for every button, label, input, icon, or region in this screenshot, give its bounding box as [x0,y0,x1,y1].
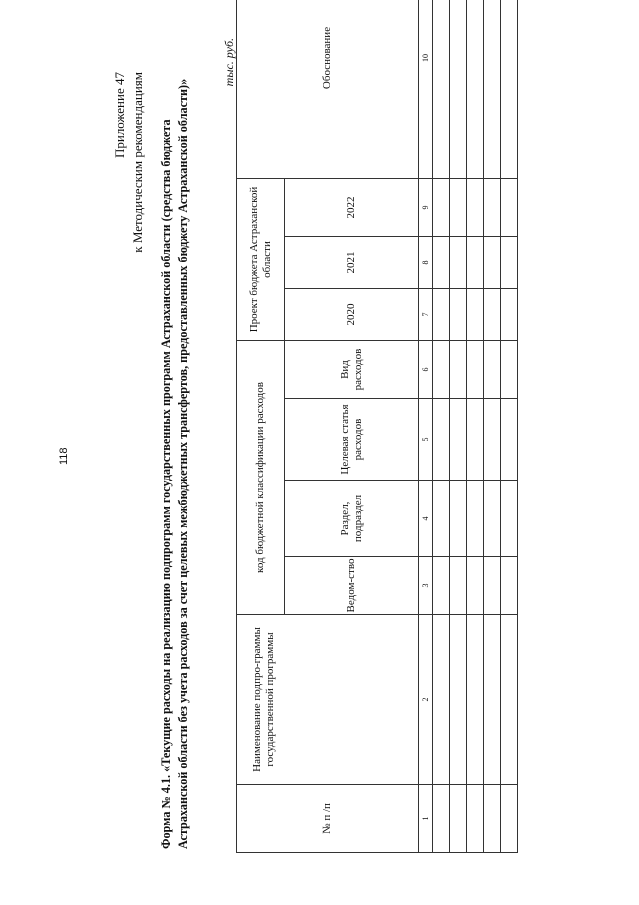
col-number: 4 [419,481,433,557]
table-row [501,0,518,853]
appendix-line-2: к Методическим рекомендациям [130,72,145,253]
col-number: 8 [419,237,433,289]
table-row [484,0,501,853]
header-year-2: 2021 [285,237,419,289]
header-budget-group: Проект бюджета Астраханской области [237,179,285,341]
form-title: Форма № 4.1. «Текущие расходы на реализацию подпрограмм государственных программ Астраханской области (средства бюджета Астраханской области без учета расходов за счет целевых межбюджетных трансфертов, предоставленных бюджету Астраханской области)» [159,78,190,849]
header-section: Раздел, подраздел [285,481,419,557]
header-target: Целевая статья расходов [285,399,419,481]
col-number: 9 [419,179,433,237]
header-year-3: 2022 [285,179,419,237]
table-row [433,0,450,853]
col-number: 2 [419,615,433,785]
page-number: 118 [58,447,70,465]
col-number: 10 [419,0,433,179]
table-row [467,0,484,853]
header-basis: Обоснование [237,0,419,179]
col-number: 1 [419,785,433,853]
form-table [236,0,518,853]
column-numbers-row [419,0,433,853]
table-row [450,0,467,853]
header-name: Наименование подпро-граммы государственной программы [237,615,419,785]
appendix-line-1: Приложение 47 [112,72,127,159]
unit-label: тыс. руб. [222,38,236,87]
header-code-group: код бюджетной классификации расходов [237,341,285,615]
col-number: 5 [419,399,433,481]
col-number: 6 [419,341,433,399]
col-number: 7 [419,289,433,341]
col-number: 3 [419,557,433,615]
header-no: № п /п [237,785,419,853]
header-dept: Ведом-ство [285,557,419,615]
header-type: Вид расходов [285,341,419,399]
header-year-1: 2020 [285,289,419,341]
